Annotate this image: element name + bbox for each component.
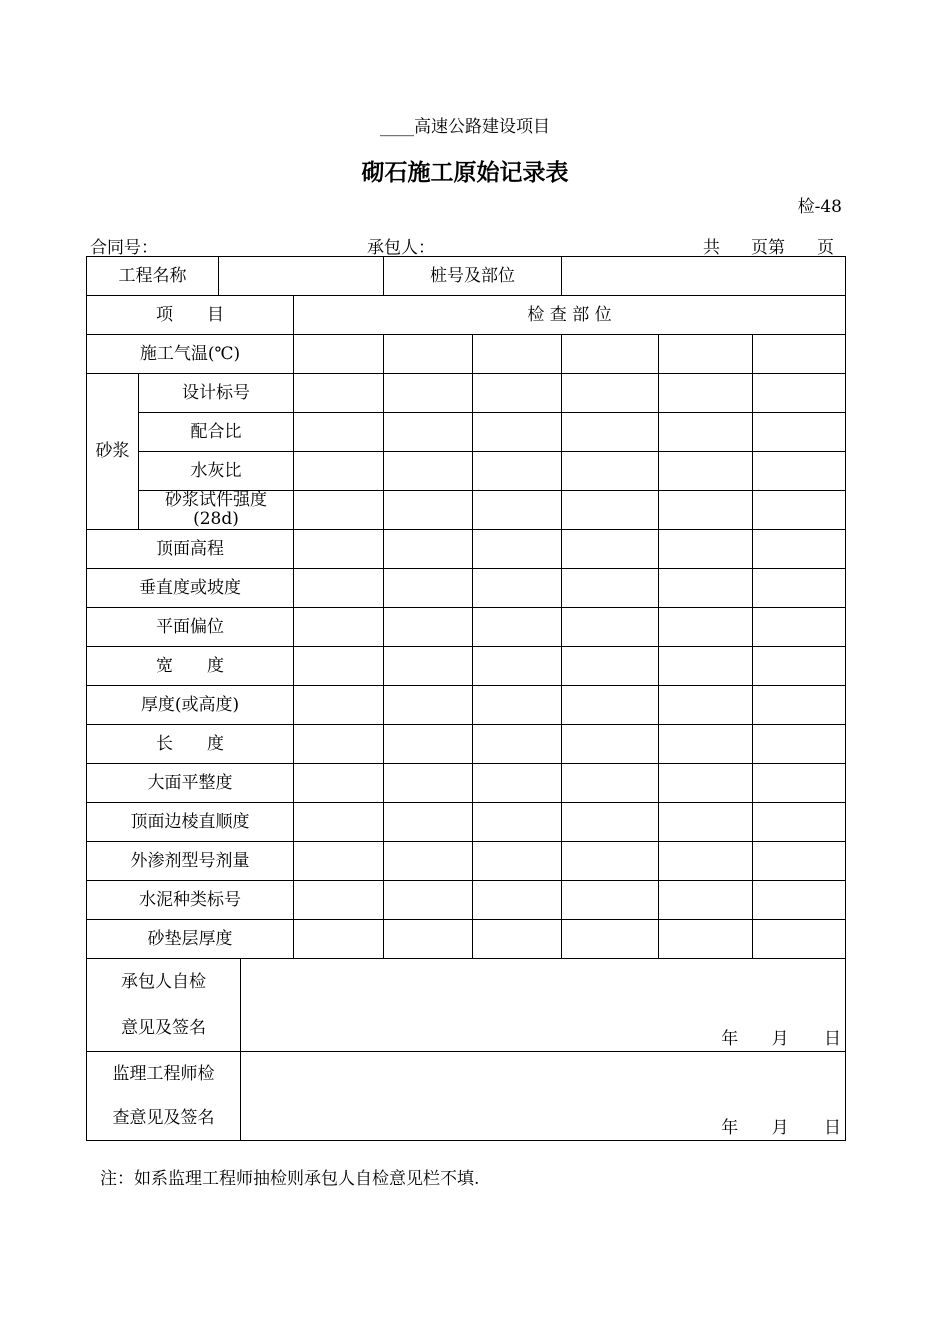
data-cell[interactable]	[753, 452, 846, 491]
data-cell[interactable]	[659, 686, 753, 725]
data-cell[interactable]	[562, 686, 659, 725]
data-cell[interactable]	[473, 647, 562, 686]
data-cell[interactable]	[753, 491, 846, 530]
data-cell[interactable]	[473, 803, 562, 842]
row-label: 宽 度	[87, 647, 294, 686]
data-cell[interactable]	[562, 608, 659, 647]
data-cell[interactable]	[294, 725, 384, 764]
row-label: 顶面边棱直顺度	[87, 803, 294, 842]
data-cell[interactable]	[294, 686, 384, 725]
contractor-sig-line1: 承包人自检	[121, 972, 206, 992]
data-cell[interactable]	[562, 569, 659, 608]
data-cell[interactable]	[473, 335, 562, 374]
data-cell[interactable]	[562, 881, 659, 920]
data-cell[interactable]	[562, 725, 659, 764]
station-field[interactable]	[562, 257, 846, 296]
page-total-label: 共	[703, 238, 720, 258]
page-number-label: 页第	[751, 238, 785, 258]
data-cell[interactable]	[294, 842, 384, 881]
data-cell[interactable]	[473, 413, 562, 452]
data-cell[interactable]	[659, 842, 753, 881]
data-cell[interactable]	[753, 725, 846, 764]
contractor-sig-line2: 意见及签名	[121, 1018, 206, 1038]
row-label: 外渗剂型号剂量	[87, 842, 294, 881]
data-cell[interactable]	[384, 530, 473, 569]
data-cell[interactable]	[659, 569, 753, 608]
data-cell[interactable]	[294, 881, 384, 920]
project-subtitle: ____高速公路建设项目	[380, 117, 550, 137]
data-cell[interactable]	[753, 413, 846, 452]
data-cell[interactable]	[562, 920, 659, 959]
contract-label: 合同号：	[90, 238, 158, 258]
date-day: 日	[824, 1118, 842, 1139]
date-year: 年	[721, 1118, 739, 1139]
data-cell[interactable]	[384, 491, 473, 530]
data-cell[interactable]	[562, 452, 659, 491]
data-cell[interactable]	[562, 335, 659, 374]
data-cell[interactable]	[473, 569, 562, 608]
data-cell[interactable]	[562, 530, 659, 569]
data-cell[interactable]	[659, 647, 753, 686]
data-cell[interactable]	[473, 725, 562, 764]
date-month: 月	[771, 1118, 789, 1139]
data-cell[interactable]	[473, 530, 562, 569]
supervisor-sig-date	[721, 1119, 841, 1138]
station-label: 桩号及部位	[384, 257, 562, 296]
data-cell[interactable]	[753, 374, 846, 413]
row-label: 水灰比	[139, 452, 294, 491]
mortar-strength-unit: (28d)	[193, 509, 239, 529]
row-label: 配合比	[139, 413, 294, 452]
row-label: 长 度	[87, 725, 294, 764]
data-cell[interactable]	[294, 413, 384, 452]
data-cell[interactable]	[659, 881, 753, 920]
data-cell[interactable]	[753, 764, 846, 803]
data-cell[interactable]	[473, 608, 562, 647]
supervisor-sig-line2: 查意见及签名	[112, 1108, 215, 1128]
data-cell[interactable]	[473, 881, 562, 920]
data-cell[interactable]	[562, 842, 659, 881]
data-cell[interactable]	[562, 374, 659, 413]
data-cell[interactable]	[753, 686, 846, 725]
data-cell[interactable]	[384, 569, 473, 608]
data-cell[interactable]	[753, 920, 846, 959]
row-label: 垂直度或坡度	[87, 569, 294, 608]
data-cell[interactable]	[294, 374, 384, 413]
data-cell[interactable]	[562, 647, 659, 686]
data-cell[interactable]	[659, 491, 753, 530]
data-cell[interactable]	[753, 881, 846, 920]
data-cell[interactable]	[384, 452, 473, 491]
form-title: 砌石施工原始记录表	[361, 159, 569, 186]
contractor-label: 承包人：	[367, 238, 435, 258]
data-cell[interactable]	[473, 764, 562, 803]
data-cell[interactable]	[753, 335, 846, 374]
data-cell[interactable]	[294, 764, 384, 803]
row-label	[139, 491, 294, 530]
data-cell[interactable]	[562, 764, 659, 803]
data-cell[interactable]	[659, 764, 753, 803]
data-cell[interactable]	[473, 842, 562, 881]
data-cell[interactable]	[753, 803, 846, 842]
form-number: 检-48	[797, 197, 842, 217]
data-cell[interactable]	[659, 803, 753, 842]
footnote: 注：如系监理工程师抽检则承包人自检意见栏不填.	[100, 1169, 480, 1189]
data-cell[interactable]	[294, 335, 384, 374]
data-cell[interactable]	[384, 608, 473, 647]
mortar-strength-label: 砂浆试件强度	[165, 490, 267, 511]
data-cell[interactable]	[659, 725, 753, 764]
data-cell[interactable]	[384, 647, 473, 686]
data-cell[interactable]	[384, 920, 473, 959]
data-cell[interactable]	[659, 530, 753, 569]
data-cell[interactable]	[384, 725, 473, 764]
record-table	[86, 256, 846, 1141]
row-label: 水泥种类标号	[87, 881, 294, 920]
row-label: 设计标号	[139, 374, 294, 413]
date-month: 月	[771, 1029, 789, 1050]
data-cell[interactable]	[384, 842, 473, 881]
data-cell[interactable]	[384, 764, 473, 803]
data-cell[interactable]	[384, 803, 473, 842]
data-cell[interactable]	[473, 686, 562, 725]
data-cell[interactable]	[384, 881, 473, 920]
data-cell[interactable]	[753, 530, 846, 569]
item-header: 项 目	[87, 296, 294, 335]
data-cell[interactable]	[659, 608, 753, 647]
data-cell[interactable]	[294, 803, 384, 842]
data-cell[interactable]	[659, 452, 753, 491]
data-cell[interactable]	[473, 452, 562, 491]
inspect-header: 检 查 部 位	[294, 296, 846, 335]
data-cell[interactable]	[562, 413, 659, 452]
contractor-sig-label	[87, 959, 241, 1052]
row-label: 顶面高程	[87, 530, 294, 569]
data-cell[interactable]	[384, 374, 473, 413]
data-cell[interactable]	[294, 452, 384, 491]
data-cell[interactable]	[294, 647, 384, 686]
data-cell[interactable]	[659, 374, 753, 413]
data-cell[interactable]	[562, 803, 659, 842]
data-cell[interactable]	[384, 686, 473, 725]
supervisor-sig-label	[87, 1052, 241, 1141]
row-label: 平面偏位	[87, 608, 294, 647]
data-cell[interactable]	[384, 335, 473, 374]
contractor-sig-field[interactable]	[241, 959, 846, 1052]
mortar-group-label: 砂浆	[87, 374, 139, 530]
data-cell[interactable]	[753, 647, 846, 686]
data-cell[interactable]	[473, 374, 562, 413]
row-label: 大面平整度	[87, 764, 294, 803]
contractor-sig-date	[721, 1030, 841, 1049]
project-name-label: 工程名称	[87, 257, 219, 296]
data-cell[interactable]	[753, 608, 846, 647]
date-day: 日	[824, 1029, 842, 1050]
page-end-label: 页	[817, 238, 834, 258]
data-cell[interactable]	[384, 413, 473, 452]
data-cell[interactable]	[473, 491, 562, 530]
data-cell[interactable]	[659, 413, 753, 452]
data-cell[interactable]	[294, 920, 384, 959]
data-cell[interactable]	[294, 569, 384, 608]
row-label: 厚度(或高度)	[87, 686, 294, 725]
row-label: 砂垫层厚度	[87, 920, 294, 959]
data-cell[interactable]	[659, 920, 753, 959]
data-cell[interactable]	[294, 608, 384, 647]
supervisor-sig-line1: 监理工程师检	[112, 1064, 215, 1084]
data-cell[interactable]	[659, 335, 753, 374]
project-name-field[interactable]	[219, 257, 384, 296]
data-cell[interactable]	[294, 530, 384, 569]
date-year: 年	[721, 1029, 739, 1050]
supervisor-sig-field[interactable]	[241, 1052, 846, 1141]
data-cell[interactable]	[753, 842, 846, 881]
data-cell[interactable]	[294, 491, 384, 530]
row-label: 施工气温(℃)	[87, 335, 294, 374]
data-cell[interactable]	[562, 491, 659, 530]
data-cell[interactable]	[473, 920, 562, 959]
data-cell[interactable]	[753, 569, 846, 608]
